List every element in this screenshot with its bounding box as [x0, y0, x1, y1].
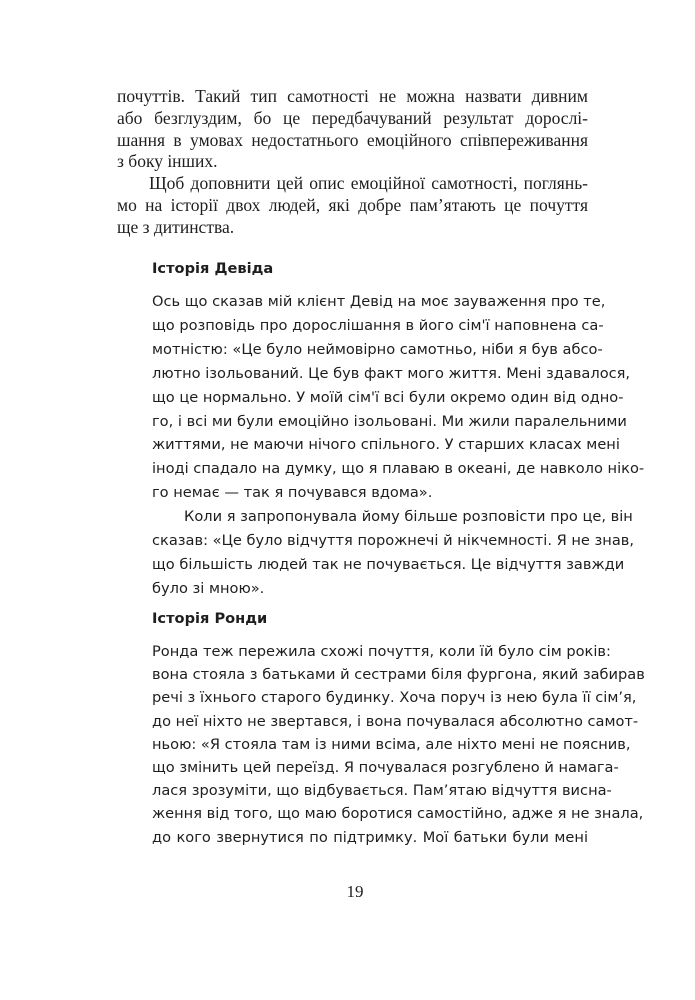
text-line: мо на історії двох людей, які добре пам’ятають це почуття — [117, 194, 588, 215]
page-number: 19 — [346, 882, 364, 901]
section-heading-david: Історія Девіда — [152, 260, 274, 277]
text-line: сказав: «Це було відчуття порожнечі й нікчемності. Я не знав, — [152, 532, 635, 550]
text-line: шання в умовах недостатнього емоційного співпереживання — [117, 129, 588, 150]
text-line: Щоб доповнити цей опис емоційної самотності, поглянь- — [149, 173, 588, 194]
david-story-text — [152, 290, 645, 601]
text-line: речі з їхнього старого будинку. Хоча поруч із нею була її сім’я, — [152, 689, 637, 707]
text-line: го, і всі ми були емоційно ізольовані. Ми жили паралельними — [152, 412, 627, 430]
text-line: почуттів. Такий тип самотності не можна назвати дивним — [117, 86, 588, 106]
text-line: іноді спадало на думку, що я плаваю в океані, де навколо ніко- — [152, 460, 645, 478]
text-line: Коли я запропонувала йому більше розповісти про це, він — [184, 508, 633, 526]
text-line: або безглуздим, бо це передбачуваний результат дорослі- — [117, 107, 588, 128]
text-line: Ось що сказав мій клієнт Девід на моє зауваження про те, — [152, 293, 606, 310]
text-line: го немає — так я почувався вдома». — [152, 484, 433, 502]
text-line: з боку інших. — [117, 151, 218, 172]
text-line: вона стояла з батьками й сестрами біля фургона, який забирав — [152, 666, 645, 684]
text-line: до кого звернутися по підтримку. Мої батьки були мені — [152, 828, 588, 846]
text-line: до неї ніхто не звертався, і вона почувалася абсолютно самот- — [152, 712, 639, 730]
text-line: що більшість людей так не почувається. Це відчуття завжди — [152, 555, 625, 573]
text-line: Ронда теж пережила схожі почуття, коли їй було сім років: — [152, 643, 611, 660]
intro-text — [117, 86, 588, 239]
ronda-story-text — [152, 640, 645, 849]
text-line: ньою: «Я стояла там із ними всіма, але ніхто мені не пояснив, — [152, 735, 631, 753]
text-line: що розповідь про дорослішання в його сім'ї наповнена са- — [152, 316, 604, 334]
section-heading-ronda: Історія Ронди — [152, 610, 268, 627]
text-line: ження від того, що маю боротися самостійно, адже я не знала, — [152, 805, 644, 823]
text-line: було зі мною». — [152, 579, 265, 597]
text-line: життями, не маючи нічого спільного. У старших класах мені — [152, 436, 620, 454]
text-line: що це нормально. У моїй сім'ї всі були окремо один від одно- — [152, 388, 624, 406]
text-line: лютно ізольований. Це був факт мого життя. Мені здавалося, — [152, 364, 631, 382]
text-line: ще з дитинства. — [117, 216, 235, 237]
text-line: лася зрозуміти, що відбувається. Пам’ятаю відчуття висна- — [152, 782, 612, 800]
text-line: що змінить цей переїзд. Я почувалася розгублено й намага- — [152, 759, 619, 777]
text-line: мотністю: «Це було неймовірно самотньо, ніби я був абсо- — [152, 340, 603, 358]
